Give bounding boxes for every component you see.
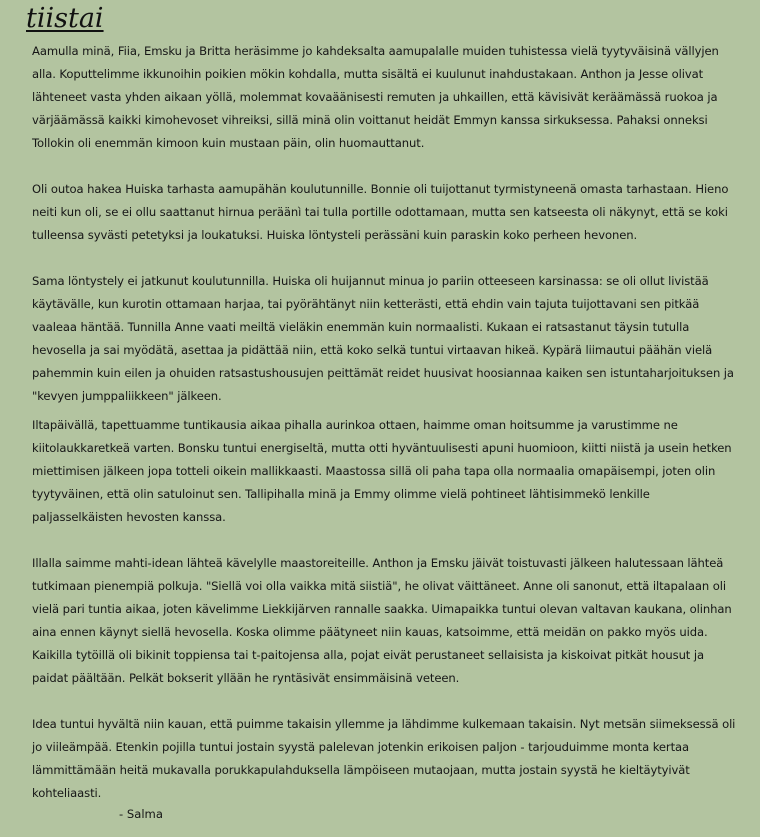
- paragraph-riding-lesson: Sama löntystely ei jatkunut koulutunnilla. Huiska oli huijannut minua jo pariin otteeseen karsinassa: se oli ollut livistää käytävälle, kun kurotin ottamaan harjaa, tai pyörähtänyt niin ketterästi, että ehdin vain tajuta tuijottavani sen pitkää vaaleaa häntää. Tunnilla Anne vaati meiltä vieläkin enemmän kuin normaalisti. Kukaan ei ratsastanut täysin tutulla hevosella ja sai myödätä, asettaa ja pidättää niin, että koko selkä tuntui virtaavan hikeä. Kypärä liimautui päähän vielä pahemmin kuin eilen ja ohuiden ratsastushousujen peittämät reidet huusivat hoosiannaa kaiken sen istuntaharjoituksen ja "kevyen jumppaliikkeen" jälkeen.: [32, 274, 734, 403]
- paragraph-gap: [32, 690, 742, 713]
- signature: - Salma: [119, 807, 163, 821]
- paragraph-return: Idea tuntui hyvältä niin kauan, että puimme takaisin yllemme ja lähdimme kulkemaan takaisin. Nyt metsän siimeksessä oli jo viileämpää. Etenkin pojilla tuntui jostain syystä palelevan jotenkin erikoisen paljon - tarjouduimme monta kertaa lämmittämään heitä mukavalla porukkapulahduksella lämpöiseen mutaojaan, mutta jostain syystä he kieltäytyivät kohteliaasti.: [32, 717, 736, 800]
- paragraph-gap: [32, 529, 742, 552]
- paragraph-gap: [32, 247, 742, 270]
- page-title: tiistai: [26, 3, 104, 34]
- paragraph-afternoon: Iltapäivällä, tapettuamme tuntikausia aikaa pihalla aurinkoa ottaen, haimme oman hoitsumme ja varustimme ne kiitolaukkaretkeä varten. Bonsku tuntui energiseltä, mutta otti hyväntuulisesti apuni huomioon, kiitti niistä ja usein hetken miettimisen jälkeen jopa totteli oikein mallikkaasti. Maastossa sillä oli paha tapa olla normaalia omapäisempi, joten olin tyytyväinen, että olin satuloinut sen. Tallipihalla minä ja Emmy olimme vielä pohtineet lähtisimmekö lenkille paljasselkäisten hevosten kanssa.: [32, 418, 732, 524]
- diary-entry: [32, 40, 742, 823]
- paragraph-fetching-huiska: Oli outoa hakea Huiska tarhasta aamupähän koulutunnille. Bonnie oli tuijottanut tyrmistyneenä omasta tarhastaan. Hieno neiti kun oli, se ei ollu saattanut hirnua peräänì tai tulla portille odottamaan, mutta sen katseesta oli näkynyt, että se koki tulleensa syvästi petetyksi ja loukatuksi. Huiska löntysteli perässäni kuin paraskin koko perheen hevonen.: [32, 182, 729, 242]
- paragraph-gap: [32, 155, 742, 178]
- paragraph-evening-walk: Illalla saimme mahti-idean lähteä kävelylle maastoreiteille. Anthon ja Emsku jäivät toistuvasti jälkeen halutessaan lähteä tutkimaan pienempiä polkuja. "Siellä voi olla vaikka mitä siistiä", he olivat väittäneet. Anne oli sanonut, että iltapalaan oli vielä pari tuntia aikaa, joten kävelimme Liekkijärven rannalle saakka. Uimapaikka tuntui olevan valtavan kaukana, olinhan aina ennen käynyt siellä hevosella. Koska olimme päätyneet niin kauas, katsoimme, että meidän on pakko myös uida. Kaikilla tytöillä oli bikinit toppiensa tai t-paitojensa alla, pojat eivät perustaneet sellaisista ja kiskoivat pitkät housut ja paidat päältään. Pelkät bokserit yllään he ryntäsivät ensimmäisinä veteen.: [32, 556, 732, 685]
- paragraph-morning: Aamulla minä, Fiia, Emsku ja Britta heräsimme jo kahdeksalta aamupalalle muiden tuhistessa vielä tyytyväisinä vällyjen alla. Koputtelimme ikkunoihin poikien mökin kohdalla, mutta sisältä ei kuulunut inahdustakaan. Anthon ja Jesse olivat lähteneet vasta yhden aikaan yöllä, molemmat kovaäänisesti remuten ja uhkaillen, että kävisivät keräämässä ruokoa ja värjäämässä kaikki kimohevoset vihreiksi, sillä minä olin voittanut heidät Emmyn kanssa sirkuksessa. Pahaksi onneksi Tollokin oli enemmän kimoon kuin mustaan päin, olin huomauttanut.: [32, 44, 719, 150]
